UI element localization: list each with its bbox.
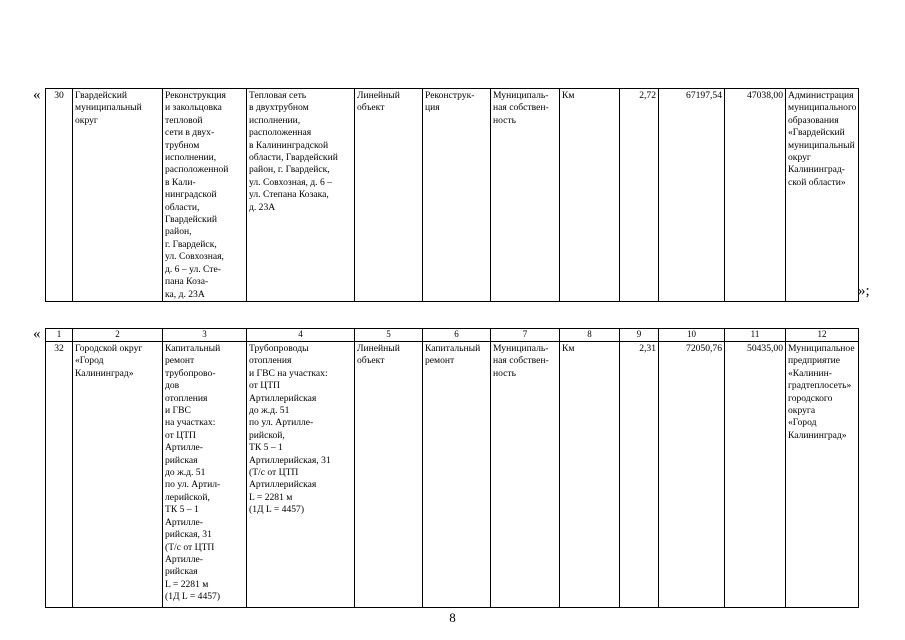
column-number: 6 <box>423 329 491 342</box>
project-cell: Капитальный ремонт трубопрово- дов отопления и ГВС на участках: от ЦТП Артилле- рийская до ж.д. 51 по ул. Артил- лерийской, ТК 5 – 1 Артилле- рийская, 31 (Т/с от ЦТП Артилле- рийская L = 2281 м (1Д L = 4457) <box>163 342 247 608</box>
ownership-cell: Муниципаль- ная собствен- ность <box>491 89 560 302</box>
unit-cell: Км <box>560 89 620 302</box>
budget-cell: 47038,00 <box>725 89 786 302</box>
column-number-row <box>46 329 859 342</box>
table-row-32 <box>45 328 859 608</box>
unit-cell: Км <box>560 342 620 608</box>
table-row <box>46 89 859 302</box>
column-number: 9 <box>620 329 659 342</box>
quantity-cell: 2,31 <box>620 342 659 608</box>
opening-quote-1: « <box>33 87 41 103</box>
work-type-cell: Капитальный ремонт <box>423 342 491 608</box>
work-type-cell: Реконструк- ция <box>423 89 491 302</box>
district-cell: Городской округ «Город Калининград» <box>73 342 163 608</box>
row-number: 30 <box>46 89 73 302</box>
table-row <box>46 342 859 608</box>
object-type-cell: Линейный объект <box>355 342 423 608</box>
ownership-cell: Муниципаль- ная собствен- ность <box>491 342 560 608</box>
object-cell: Трубопроводы отопления и ГВС на участках: от ЦТП Артиллерийская до ж.д. 51 по ул. Артилле- рийской, ТК 5 – 1 Артиллерийская, 31 (Т/с от ЦТП Артиллерийская L = 2281 м (1Д L = 4457) <box>247 342 355 608</box>
object-type-cell: Линейный объект <box>355 89 423 302</box>
column-number: 1 <box>46 329 73 342</box>
column-number: 12 <box>786 329 859 342</box>
row-number: 32 <box>46 342 73 608</box>
column-number: 4 <box>247 329 355 342</box>
project-cell: Реконструкция и закольцовка тепловой сети в двух- трубном исполнении, расположенной в Кали- нинградской области, Гвардейский район, г. Гвардейск, ул. Совхозная, д. 6 – ул. Сте- пана Коза- ка, д. 23А <box>163 89 247 302</box>
column-number: 7 <box>491 329 560 342</box>
cost-cell: 72050,76 <box>659 342 725 608</box>
column-number: 10 <box>659 329 725 342</box>
closing-quote-1: »; <box>858 283 870 299</box>
customer-cell: Муниципальное предприятие «Калинин- градтеплосеть» городского округа «Город Калининград» <box>786 342 859 608</box>
object-cell: Тепловая сеть в двухтрубном исполнении, расположенная в Калининградской области, Гвардейский район, г. Гвардейск, ул. Совхозная, д. 6 – ул. Степана Козака, д. 23А <box>247 89 355 302</box>
column-number: 8 <box>560 329 620 342</box>
district-cell: Гвардейский муниципальный округ <box>73 89 163 302</box>
cost-cell: 67197,54 <box>659 89 725 302</box>
column-number: 2 <box>73 329 163 342</box>
budget-cell: 50435,00 <box>725 342 786 608</box>
table-row-30 <box>45 88 859 302</box>
column-number: 3 <box>163 329 247 342</box>
page-number: 8 <box>449 610 456 625</box>
customer-cell: Администрация муниципального образования «Гвардейский муниципальный округ Калининград- ской области» <box>786 89 859 302</box>
opening-quote-2: « <box>33 326 41 342</box>
column-number: 11 <box>725 329 786 342</box>
quantity-cell: 2,72 <box>620 89 659 302</box>
column-number: 5 <box>355 329 423 342</box>
